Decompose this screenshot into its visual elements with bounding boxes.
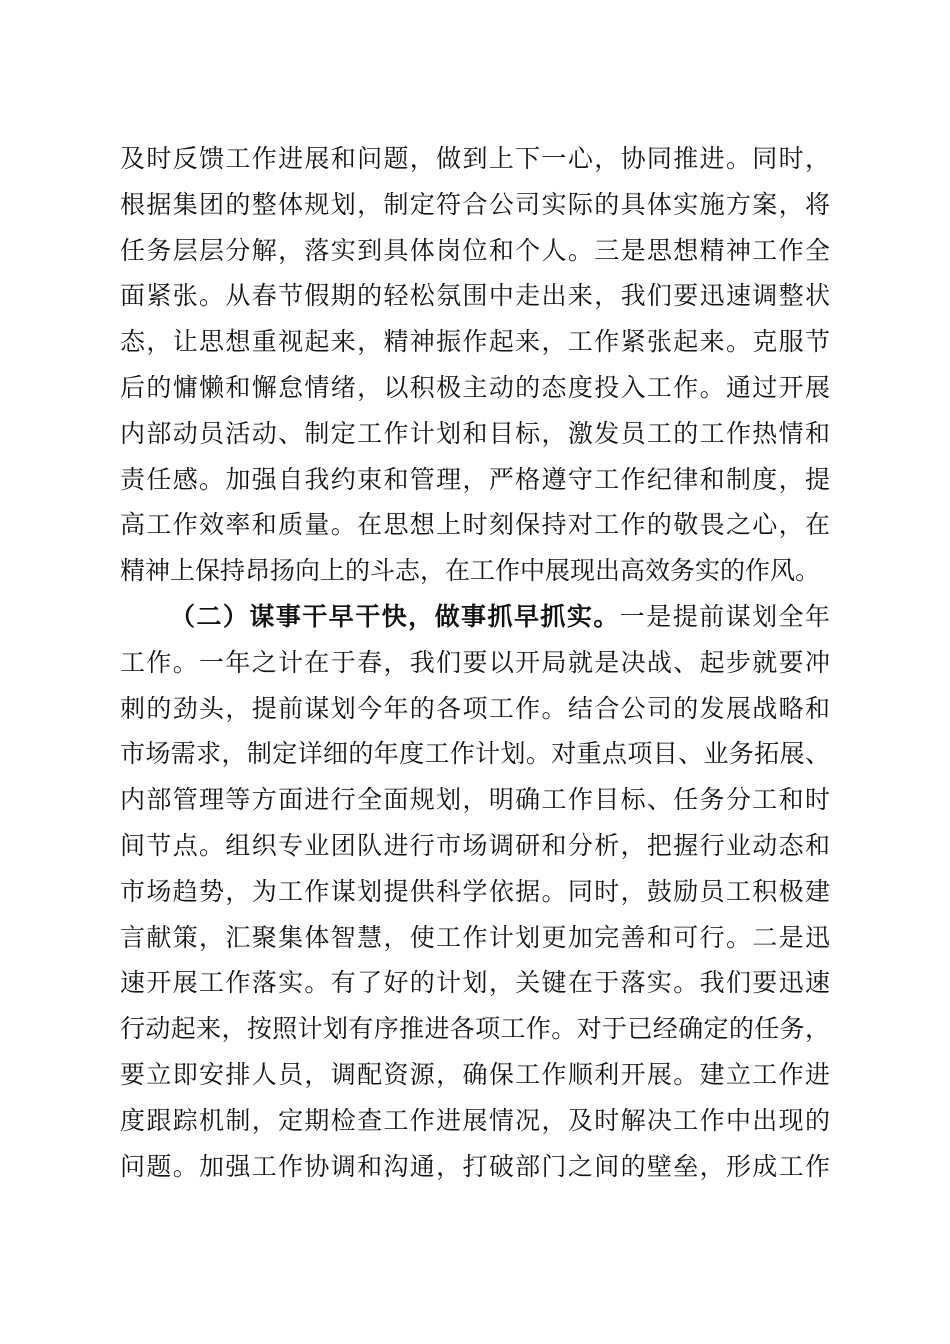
text-line: 行动起来，按照计划有序推进各项工作。对于已经确定的任务， (120, 1014, 830, 1044)
text-line: 要立即安排人员，调配资源，确保工作顺利开展。建立工作进 (120, 1059, 830, 1089)
text-line: 责任感。加强自我约束和管理，严格遵守工作纪律和制度，提 (120, 464, 830, 494)
text-line: 度跟踪机制，定期检查工作进展情况，及时解决工作中出现的 (120, 1105, 830, 1135)
text-line: 内部管理等方面进行全面规划，明确工作目标、任务分工和时 (120, 785, 830, 815)
text-line: 市场需求，制定详细的年度工作计划。对重点项目、业务拓展、 (120, 739, 830, 769)
paragraph-2 (120, 594, 830, 1189)
text-line: 态，让思想重视起来，精神振作起来，工作紧张起来。克服节 (120, 327, 830, 357)
paragraph-2-first-line (120, 594, 830, 640)
text-line: 内部动员活动、制定工作计划和目标，激发员工的工作热情和 (120, 418, 830, 448)
text-line: 精神上保持昂扬向上的斗志，在工作中展现出高效务实的作风。 (120, 556, 821, 586)
text-line: 刺的劲头，提前谋划今年的各项工作。结合公司的发展战略和 (120, 693, 830, 723)
text-line: 速开展工作落实。有了好的计划，关键在于落实。我们要迅速 (120, 968, 830, 998)
text-line: 及时反馈工作进展和问题，做到上下一心，协同推进。同时， (120, 144, 830, 173)
text-line: 根据集团的整体规划，制定符合公司实际的具体实施方案，将 (120, 189, 830, 219)
first-line-text: 一是提前谋划全年 (619, 601, 830, 631)
text-line: 问题。加强工作协调和沟通，打破部门之间的壁垒，形成工作 (120, 1151, 830, 1181)
text-line: 言献策，汇聚集体智慧，使工作计划更加完善和可行。二是迅 (120, 922, 830, 952)
text-line: 工作。一年之计在于春，我们要以开局就是决战、起步就要冲 (120, 647, 830, 677)
text-line: 任务层层分解，落实到具体岗位和个人。三是思想精神工作全 (120, 235, 830, 265)
text-line: 市场趋势，为工作谋划提供科学依据。同时，鼓励员工积极建 (120, 876, 830, 906)
text-line: 后的慵懒和懈怠情绪，以积极主动的态度投入工作。通过开展 (120, 372, 830, 402)
paragraph-1 (120, 136, 830, 594)
body-text (120, 136, 830, 1189)
text-line: 间节点。组织专业团队进行市场调研和分析，把握行业动态和 (120, 830, 830, 860)
text-line: 高工作效率和质量。在思想上时刻保持对工作的敬畏之心，在 (120, 510, 830, 540)
section-heading: （二）谋事干早干快，做事抓早抓实。 (170, 601, 620, 631)
text-line: 面紧张。从春节假期的轻松氛围中走出来，我们要迅速调整状 (120, 281, 830, 311)
